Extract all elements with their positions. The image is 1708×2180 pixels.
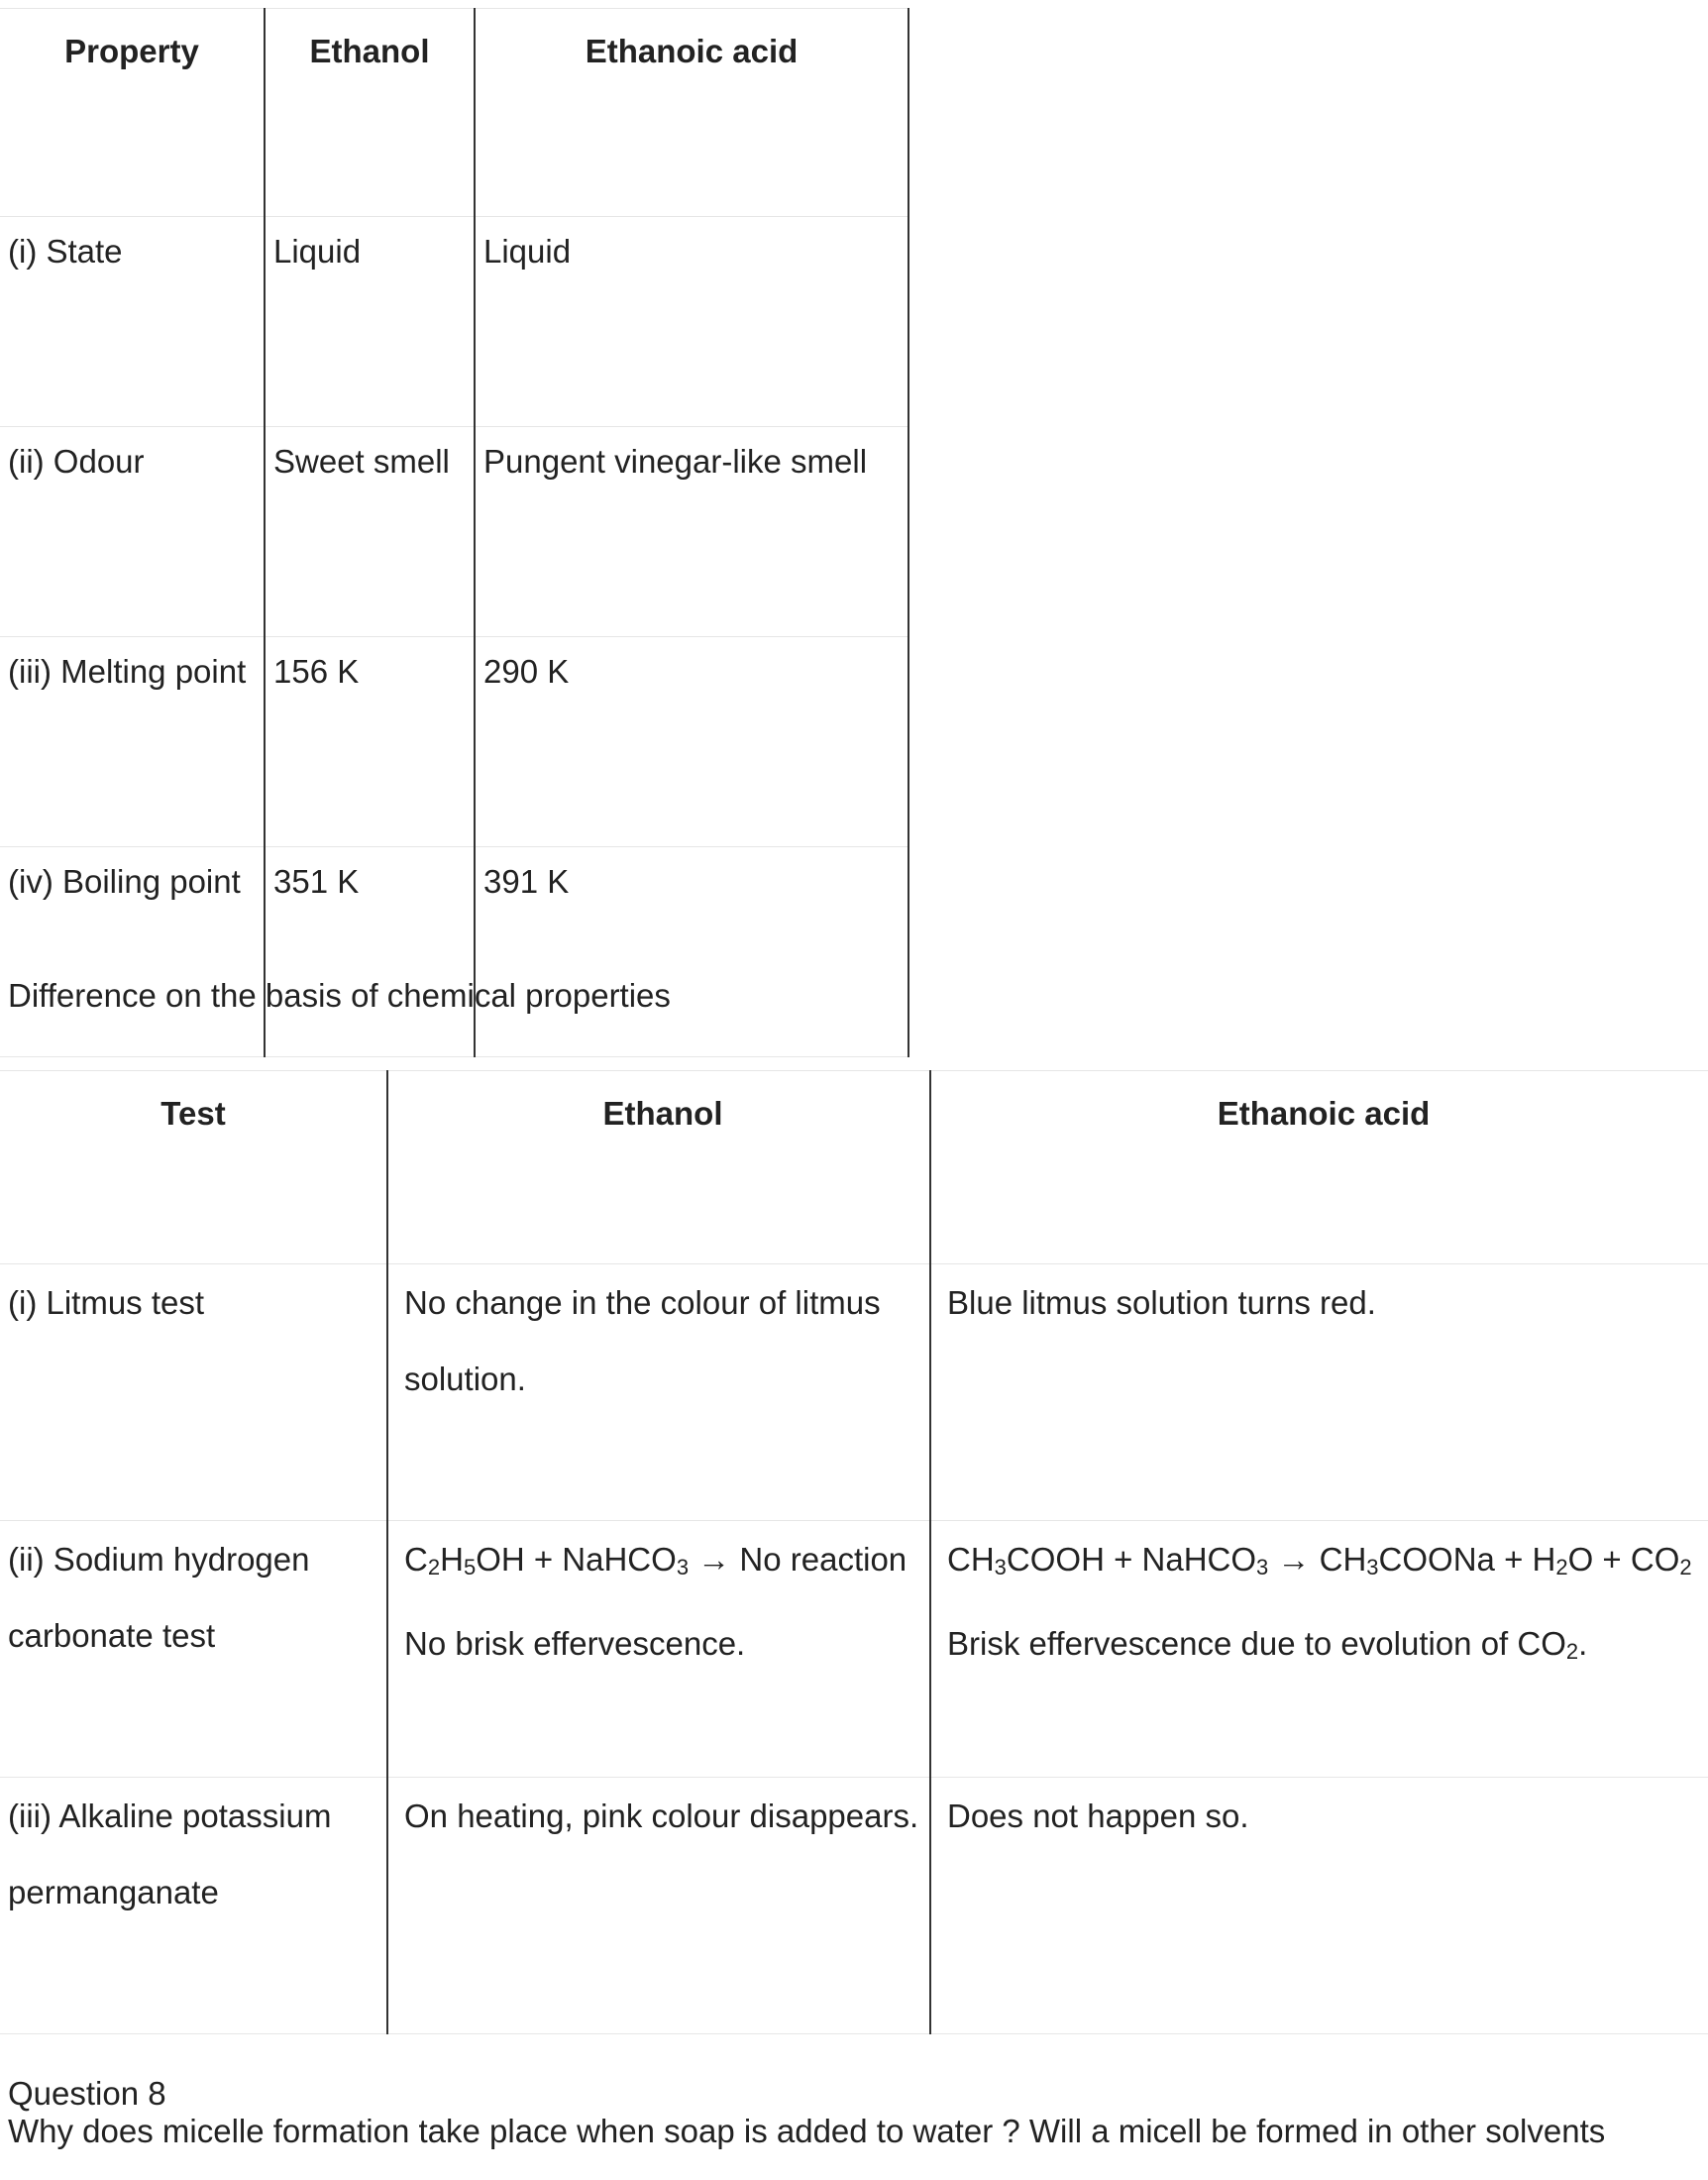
table-row [0, 847, 908, 1057]
header-ethanol: Ethanol [265, 9, 475, 217]
cell-ethanoic-acid: 391 K [475, 847, 908, 1057]
cell-ethanol: On heating, pink colour disappears. [387, 1778, 930, 2034]
table-row [0, 217, 908, 427]
table-row [0, 1778, 1708, 2034]
cell-ethanoic-acid: Liquid [475, 217, 908, 427]
table-row [0, 637, 908, 847]
cell-ethanoic-acid: Blue litmus solution turns red. [930, 1264, 1708, 1521]
cell-property: (iv) Boiling point [0, 847, 265, 1057]
header-ethanol: Ethanol [387, 1071, 930, 1264]
cell-test: (ii) Sodium hydrogen carbonate test [0, 1521, 387, 1778]
table-row [0, 1521, 1708, 1778]
cell-ethanol: $C_2H_5OH$ + NaHCO$_3$ → No reaction No brisk effervescence. [387, 1521, 930, 1778]
table-header-row [0, 9, 908, 217]
cell-ethanoic-acid: 290 K [475, 637, 908, 847]
cell-ethanol: No change in the colour of litmus solution. [387, 1264, 930, 1521]
cell-property: (ii) Odour [0, 427, 265, 637]
cell-ethanoic-acid: Pungent vinegar-like smell [475, 427, 908, 637]
cell-ethanol: Sweet smell [265, 427, 475, 637]
cell-property: (i) State [0, 217, 265, 427]
cell-ethanol: Liquid [265, 217, 475, 427]
cell-test: (iii) Alkaline potassium permanganate [0, 1778, 387, 2034]
question-label: Question 8 [8, 2075, 166, 2112]
cell-ethanoic-acid: Does not happen so. [930, 1778, 1708, 2034]
cell-test: (i) Litmus test [0, 1264, 387, 1521]
cell-property: (iii) Melting point [0, 637, 265, 847]
physical-properties-table [0, 8, 909, 1057]
header-ethanoic-acid: Ethanoic acid [475, 9, 908, 217]
header-ethanoic-acid: Ethanoic acid [930, 1071, 1708, 1264]
table-row [0, 1264, 1708, 1521]
cell-ethanol: 351 K [265, 847, 475, 1057]
table-header-row [0, 1071, 1708, 1264]
header-property: Property [0, 9, 265, 217]
cell-ethanoic-acid: $CH_3COOH$ + NaHCO$_3$ → $CH_3COONa + H_2O + CO_2$ Brisk effervescence due to evolution of $CO_2$. [930, 1521, 1708, 1778]
table-row [0, 427, 908, 637]
chemical-properties-table [0, 1070, 1708, 2034]
header-test: Test [0, 1071, 387, 1264]
cell-ethanol: 156 K [265, 637, 475, 847]
chemical-properties-caption: Difference on the basis of chemical properties [8, 977, 671, 1014]
question-text: Why does micelle formation take place when soap is added to water ? Will a micell be formed in other solvents [8, 2113, 1606, 2149]
